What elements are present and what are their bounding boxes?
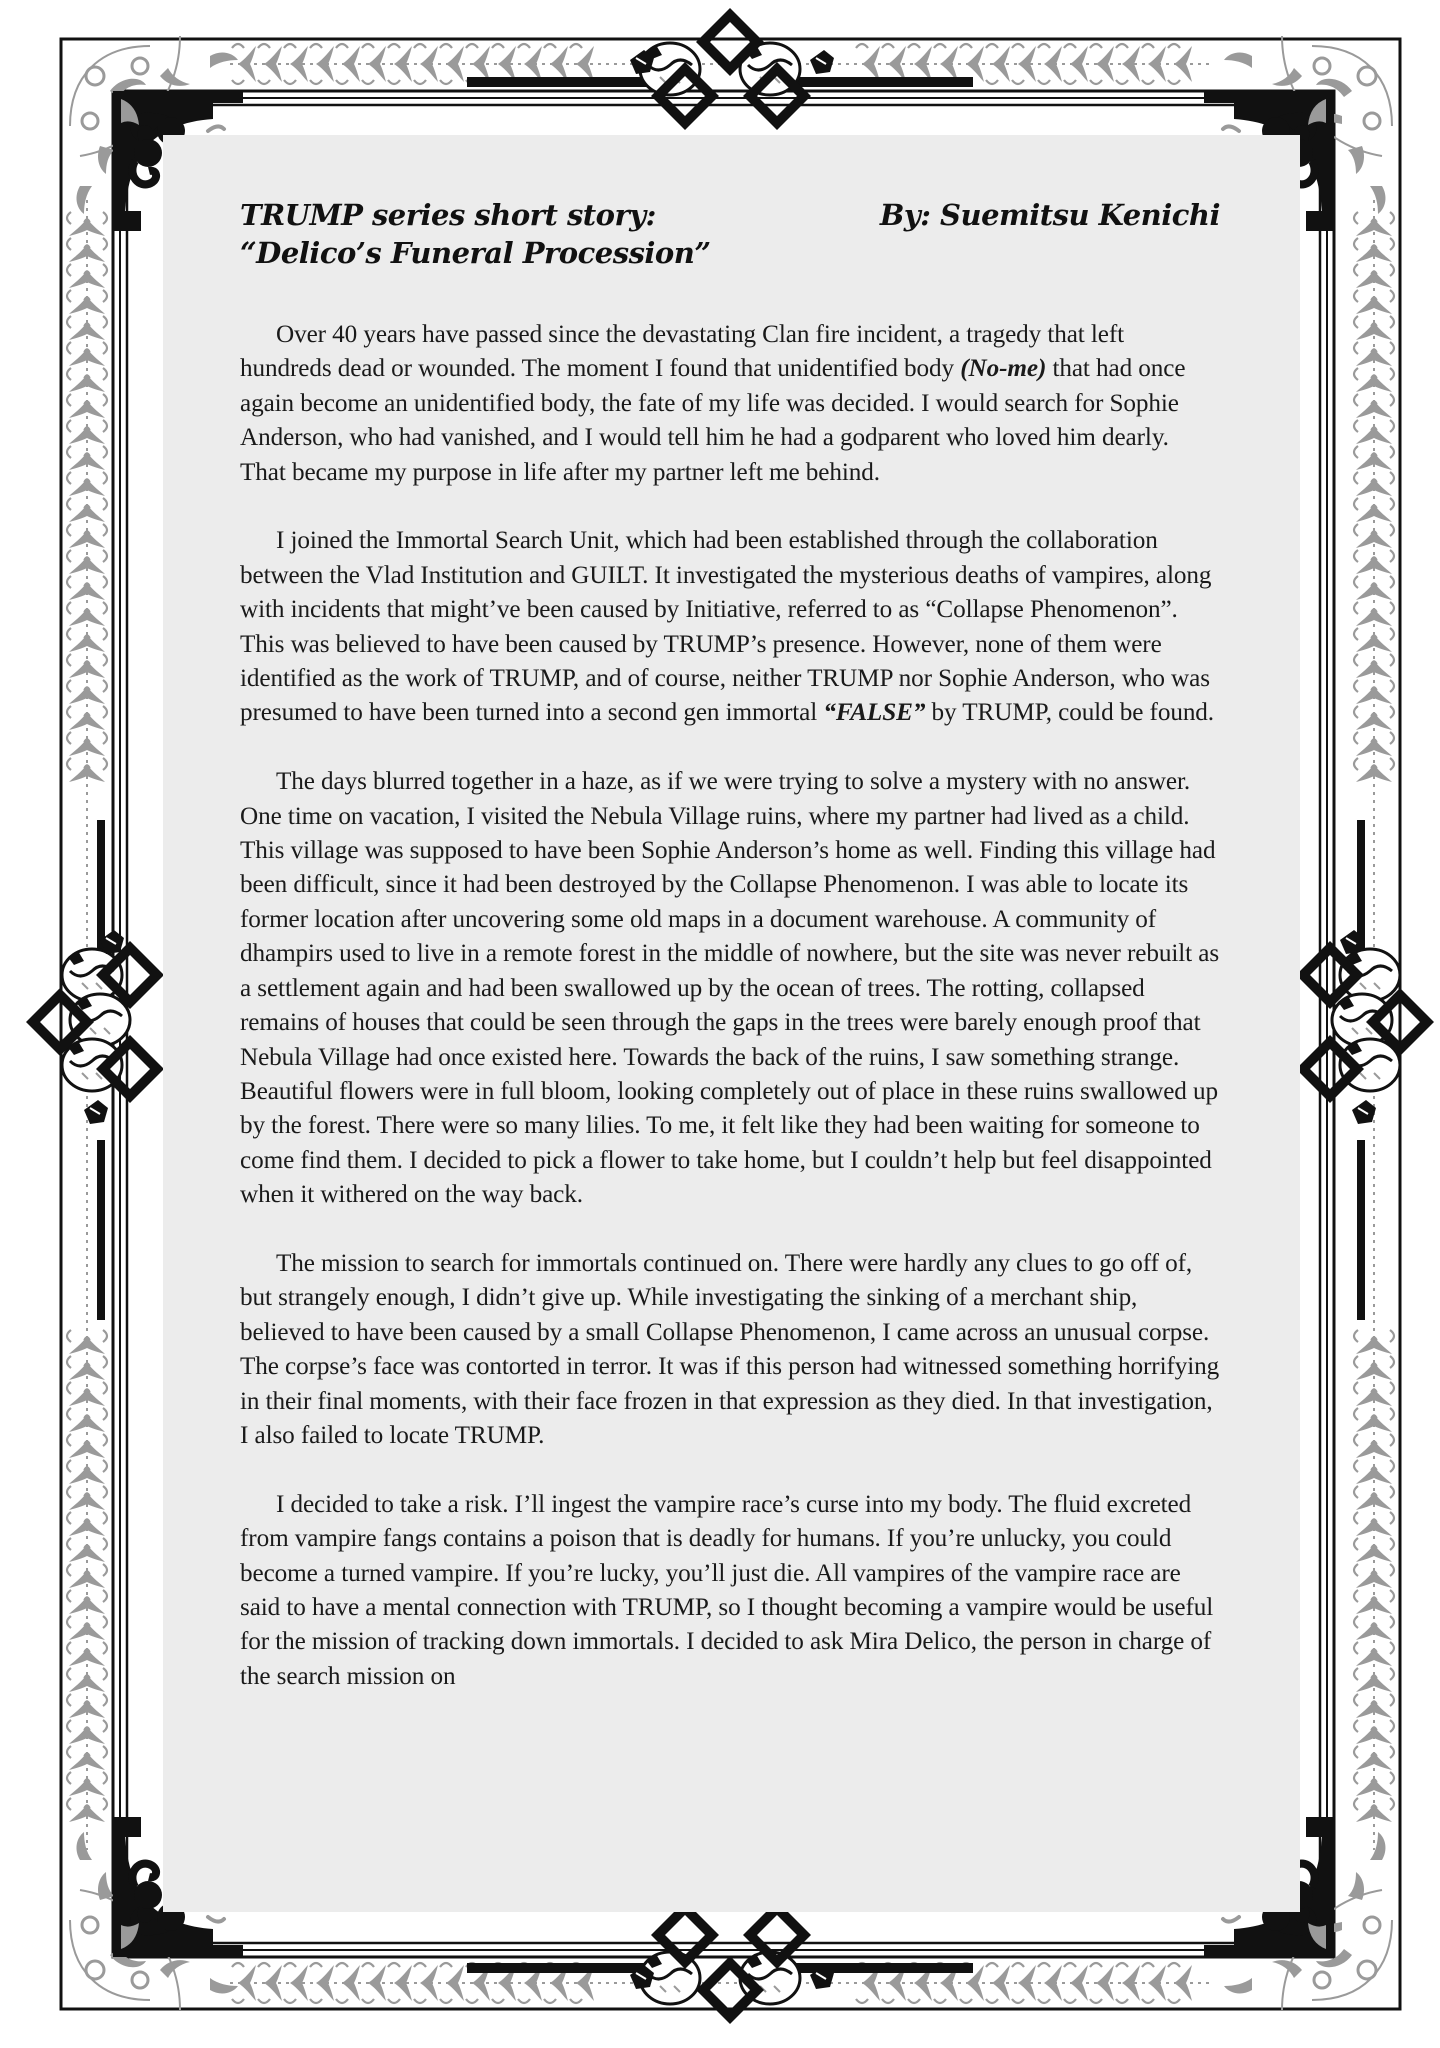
band-motif [1354,1642,1394,1666]
series-label: TRUMP series short story: [240,198,656,232]
band-motif [67,1616,107,1640]
band-motif [414,1963,438,2003]
band-motif [1354,368,1394,392]
emphasized-term: (No-me) [960,355,1047,383]
band-motif [1354,576,1394,600]
band-motif [1354,394,1394,418]
band-motif [1354,706,1394,730]
band-motif [1354,290,1394,314]
band-motif [1168,44,1192,84]
band-motif [1354,472,1394,496]
band-motif [67,1538,107,1562]
band-motif [440,44,464,84]
band-motif [67,290,107,314]
story-paragraph [240,1488,1220,1694]
band-motif [1354,1538,1394,1562]
band-motif [67,706,107,730]
band-motif [67,1512,107,1536]
band-motif [67,1746,107,1770]
band-motif [336,1963,360,2003]
band-motif [67,498,107,522]
band-motif [67,576,107,600]
band-motif [414,44,438,84]
band-motif [1354,1434,1394,1458]
band-motif [1354,602,1394,626]
band-motif [67,472,107,496]
band-motif [67,680,107,704]
band-motif [232,44,256,84]
band-motif [1064,1963,1088,2003]
band-motif [67,264,107,288]
band-motif [1038,1963,1062,2003]
band-motif [440,1963,464,2003]
band-motif [1354,1408,1394,1432]
band-motif [1354,1746,1394,1770]
band-motif [1354,1616,1394,1640]
band-motif [67,1720,107,1744]
band-motif [67,1642,107,1666]
paragraph-text: The mission to search for immortals continued on. There were hardly any clues to go off of, but strangely enough, I didn’t give up. While investigating the sinking of a merchant ship, believed to have been caused by a small Collapse Phenomenon, I came across an unusual corpse. The corpse’s face was contorted in terror. It was if this person had witnessed something horrifying in their final moments, with their face frozen in that expression as they died. In that investigation, I also failed to locate TRUMP. [240,1249,1220,1449]
band-motif [1354,264,1394,288]
band-motif [232,1963,256,2003]
band-motif [1142,44,1166,84]
band-motif [1354,1720,1394,1744]
band-motif [1038,44,1062,84]
paragraph-text: I joined the Immortal Search Unit, which had been established through the collaboration between the Vlad Institution and GUILT. It investigated the mysterious deaths of vampires, along with incidents that might’ve been caused by Initiative, referred to as “Collapse Phenomenon”. This was believed to have been caused by TRUMP’s presence. However, none of them were identified as the work of TRUMP, and of course, neither TRUMP nor Sophie Anderson, who was presumed to have been turned into a second gen immortal [240,527,1212,727]
band-motif [1168,1963,1192,2003]
story-title: “Delico’s Funeral Procession” [240,236,711,270]
paragraph-text: I decided to take a risk. I’ll ingest the vampire race’s curse into my body. The fluid excreted from vampire fangs contains a poison that is deadly for humans. If you’re unlucky, you could become a turned vampire. If you’re lucky, you’ll just die. All vampires of the vampire race are said to have a mental connection with TRUMP, so I thought becoming a vampire would be useful for the mission of tracking down immortals. I decided to ask Mira Delico, the person in charge of the search mission on [240,1490,1214,1690]
right-center-knot-ornament [1296,820,1434,1320]
story-header [240,196,1220,272]
band-motif [67,1330,107,1354]
story-paragraph [240,765,1220,1212]
paragraph-text: by TRUMP, could be found. [925,699,1215,727]
bottom-center-knot-ornament [467,1901,973,2024]
band-motif [310,1963,334,2003]
story-paragraph [240,1247,1220,1453]
left-center-knot-ornament [26,820,164,1320]
band-motif [1064,44,1088,84]
paragraph-text: Over 40 years have passed since the devastating Clan fire incident, a tragedy that left hundreds dead or wounded. The moment I found that unidentified body [240,321,1125,383]
band-motif [67,602,107,626]
band-motif [1354,1330,1394,1354]
band-motif [1354,1512,1394,1536]
band-motif [67,394,107,418]
band-motif [67,1434,107,1458]
band-motif [1142,1963,1166,2003]
story-paragraph [240,318,1220,490]
story-paragraph [240,524,1220,730]
paragraph-text: that had once again become an unidentified body, the fate of my life was decided. I would search for Sophie Anderson, who had vanished, and I would tell him he had a godparent who loved him dearly. That became my purpose in life after my partner left me behind. [240,355,1186,486]
band-motif [67,368,107,392]
band-motif [310,44,334,84]
author-byline: By: Suemitsu Kenichi [879,198,1220,232]
emphasized-term: “FALSE” [823,699,926,727]
band-motif [1354,498,1394,522]
band-motif [336,44,360,84]
story-body [240,318,1220,1729]
band-motif [67,1408,107,1432]
band-motif [1354,680,1394,704]
paragraph-text: The days blurred together in a haze, as if we were trying to solve a mystery with no answer. One time on vacation, I visited the Nebula Village ruins, where my partner had lived as a child. This village was supposed to have been Sophie Anderson’s home as well. Finding this village had been difficult, since it had been destroyed by the Collapse Phenomenon. I was able to locate its former location after uncovering some old maps in a document warehouse. A community of dhampirs used to live in a remote forest in the middle of nowhere, but the site was never rebuilt as a settlement again and had been swallowed up by the ocean of trees. The rotting, collapsed remains of houses that could be seen through the gaps in the trees were barely enough proof that Nebula Village had once existed here. Towards the back of the ruins, I saw something strange. Beautiful flowers were in full bloom, looking completely out of place in these ruins swallowed up by the forest. There were so many lilies. To me, it felt like they had been waiting for someone to come find them. I decided to pick a flower to take home, but I couldn’t help but feel disappointed when it withered on the way back. [240,768,1220,1209]
